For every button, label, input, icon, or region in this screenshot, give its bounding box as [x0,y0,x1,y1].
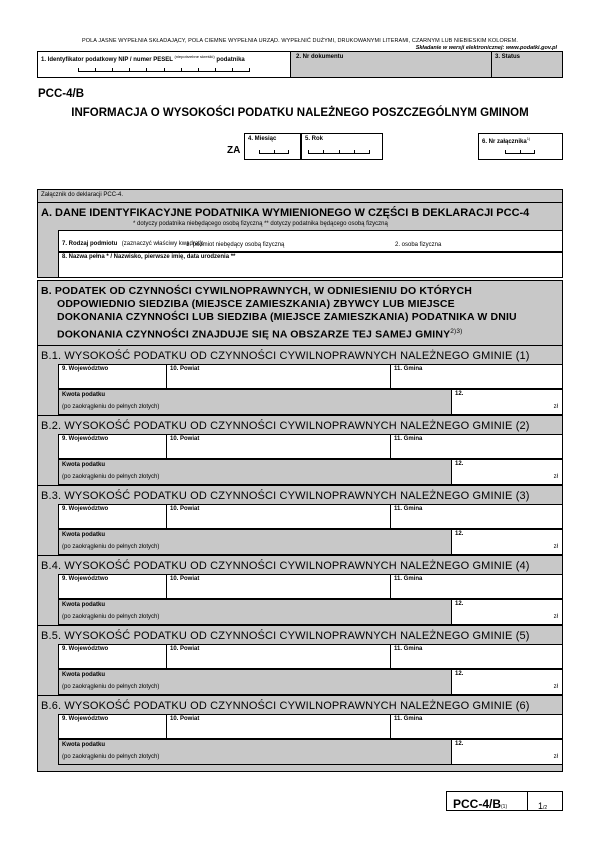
tax-amount-row [58,669,563,695]
full-name-field[interactable] [58,252,563,278]
field8-label: 8. Nazwa pełna * / Nazwisko, pierwsze imię, data urodzenia ** [62,254,236,260]
subsection-title: B.2. WYSOKOŚĆ PODATKU OD CZYNNOŚCI CYWILNOPRAWNYCH NALEŻNEGO GMINIE (2) [41,420,530,432]
county-label: 10. Powiat [170,366,200,372]
section-b-title-line2: ODPOWIEDNIO SIEDZIBA (MIEJSCE ZAMIESZKANIA) ZBYWCY LUB MIEJSCE [57,298,455,311]
county-field[interactable] [167,505,391,528]
document-number-label: 2. Nr dokumentu [296,54,344,60]
tax-amount-field[interactable] [451,670,562,694]
subsection-title: B.1. WYSOKOŚĆ PODATKU OD CZYNNOŚCI CYWILNOPRAWNYCH NALEŻNEGO GMINIE (1) [41,350,530,362]
footer-pages: /2 [543,805,548,811]
subsection-title: B.6. WYSOKOŚĆ PODATKU OD CZYNNOŚCI CYWILNOPRAWNYCH NALEŻNEGO GMINIE (6) [41,700,530,712]
currency-label: zł [553,544,558,550]
location-row [58,504,563,529]
location-row [58,644,563,669]
year-field[interactable] [301,133,383,160]
footer-code-box [446,791,563,811]
status-label: 3. Status [495,54,521,60]
tax-amount-field[interactable] [451,530,562,554]
option-legal-entity[interactable]: 1. podmiot niebędący osobą fizyczną [186,242,285,248]
voivodeship-label: 9. Województwo [62,506,109,512]
tax-amount-hint: (po zaokrągleniu do pełnych złotych) [62,404,160,410]
municipality-field[interactable] [391,365,562,388]
fill-instructions: POLA JASNE WYPEŁNIA SKŁADAJĄCY, POLA CIEMNE WYPEŁNIA URZĄD. WYPEŁNIĆ DUŻYMI, DRUKOWANYMI LITERAMI, CZARNYM LUB NIEBIESKIM KOLOREM. [82,38,518,44]
section-a-title: A. DANE IDENTYFIKACYJNE PODATNIKA WYMIENIONEGO W CZĘŚCI B DEKLARACJI PCC-4 [41,207,530,219]
voivodeship-label: 9. Województwo [62,436,109,442]
tax-amount-label: Kwota podatku [62,742,105,748]
year-label: 5. Rok [305,136,324,142]
county-label: 10. Powiat [170,506,200,512]
header-row [37,51,563,78]
subsection-b4 [38,555,562,625]
municipality-field[interactable] [391,435,562,458]
field1-suffix: podatnika [216,57,245,63]
voivodeship-field[interactable] [59,575,167,598]
attachment-number-field[interactable] [478,133,563,160]
municipality-field[interactable] [391,645,562,668]
currency-label: zł [553,404,558,410]
field1-label: 1. Identyfikator podatkowy NIP / numer PESEL [41,57,173,63]
section-b-title-line4: DOKONANIA CZYNNOŚCI ZNAJDUJE SIĘ NA OBSZARZE TEJ SAMEJ GMINY [57,328,451,341]
month-label: 4. Miesiąc [248,136,277,142]
voivodeship-label: 9. Województwo [62,576,109,582]
page-title: INFORMACJA O WYSOKOŚCI PODATKU NALEŻNEGO POSZCZEGÓLNYM GMINOM [71,107,529,119]
municipality-field[interactable] [391,505,562,528]
tax-amount-field[interactable] [451,600,562,624]
section-b-title-line1: B. PODATEK OD CZYNNOŚCI CYWILNOPRAWNYCH, W ODNIESIENIU DO KTÓRYCH [41,285,472,297]
electronic-filing-note: Składanie w wersji elektronicznej: www.podatki.gov.pl [415,45,557,51]
currency-label: zł [553,474,558,480]
county-label: 10. Powiat [170,436,200,442]
subsection-title: B.3. WYSOKOŚĆ PODATKU OD CZYNNOŚCI CYWILNOPRAWNYCH NALEŻNEGO GMINIE (3) [41,490,530,502]
field12-label: 12. [455,741,464,747]
municipality-label: 11. Gmina [394,576,423,582]
municipality-label: 11. Gmina [394,506,423,512]
currency-label: zł [553,614,558,620]
field12-label: 12. [455,391,464,397]
county-label: 10. Powiat [170,576,200,582]
tax-amount-label: Kwota podatku [62,462,105,468]
field12-label: 12. [455,461,464,467]
attachment-number-sup: 1) [526,136,531,141]
voivodeship-field[interactable] [59,505,167,528]
tax-amount-row [58,599,563,625]
subsection-b3 [38,485,562,555]
subsection-b6 [38,695,562,765]
section-b [37,280,563,772]
field7-label: 7. Rodzaj podmiotu [62,241,118,247]
voivodeship-label: 9. Województwo [62,646,109,652]
subsection-b5 [38,625,562,695]
tax-amount-row [58,739,563,765]
option-natural-person[interactable]: 2. osoba fizyczna [395,242,442,248]
tax-amount-row [58,389,563,415]
voivodeship-label: 9. Województwo [62,716,109,722]
footer-page: 1 [538,801,544,811]
municipality-field[interactable] [391,575,562,598]
location-row [58,434,563,459]
subsection-b1 [38,345,562,415]
footer-form-code: PCC-4/B [453,797,502,811]
voivodeship-label: 9. Województwo [62,366,109,372]
voivodeship-field[interactable] [59,365,167,388]
currency-label: zł [553,684,558,690]
field7-hint: (zaznaczyć właściwy kwadrat): [121,241,204,247]
county-label: 10. Powiat [170,716,200,722]
county-field[interactable] [167,575,391,598]
tax-amount-row [58,459,563,485]
section-a [37,189,563,278]
attachment-note: Załącznik do deklaracji PCC-4. [41,192,124,198]
municipality-label: 11. Gmina [394,436,423,442]
tax-amount-hint: (po zaokrągleniu do pełnych złotych) [62,474,160,480]
tax-amount-label: Kwota podatku [62,532,105,538]
month-field[interactable] [244,133,301,160]
tax-amount-hint: (po zaokrągleniu do pełnych złotych) [62,684,160,690]
tax-amount-hint: (po zaokrągleniu do pełnych złotych) [62,754,160,760]
tax-amount-field[interactable] [451,740,562,764]
form-code: PCC-4/B [38,88,85,100]
voivodeship-field[interactable] [59,435,167,458]
tax-amount-label: Kwota podatku [62,602,105,608]
municipality-label: 11. Gmina [394,716,423,722]
za-label: ZA [227,145,241,156]
field1-sup: (niepotrzebne skreślić) [174,54,215,59]
footer-version: (1) [501,804,508,810]
municipality-label: 11. Gmina [394,646,423,652]
county-field[interactable] [167,435,391,458]
municipality-label: 11. Gmina [394,366,423,372]
county-field[interactable] [167,365,391,388]
tax-amount-label: Kwota podatku [62,392,105,398]
location-row [58,714,563,739]
field12-label: 12. [455,671,464,677]
attachment-number-label: 6. Nr załącznika [482,139,527,145]
field12-label: 12. [455,531,464,537]
location-row [58,574,563,599]
tax-amount-row [58,529,563,555]
section-a-footnote: * dotyczy podatnika niebędącego osobą fizyczną ** dotyczy podatnika będącego osobą fizyczną [133,221,388,227]
field12-label: 12. [455,601,464,607]
tax-amount-label: Kwota podatku [62,672,105,678]
tax-amount-hint: (po zaokrągleniu do pełnych złotych) [62,544,160,550]
subsection-title: B.4. WYSOKOŚĆ PODATKU OD CZYNNOŚCI CYWILNOPRAWNYCH NALEŻNEGO GMINIE (4) [41,560,530,572]
county-field[interactable] [167,645,391,668]
tax-amount-field[interactable] [451,460,562,484]
subsection-b2 [38,415,562,485]
currency-label: zł [553,754,558,760]
tax-amount-field[interactable] [451,390,562,414]
county-field[interactable] [167,715,391,738]
section-b-title-line3: DOKONANIA CZYNNOŚCI LUB SIEDZIBA (MIEJSCE ZAMIESZKANIA) PODATNIKA W DNIU [57,311,517,324]
voivodeship-field[interactable] [59,715,167,738]
entity-type-field[interactable] [58,230,563,252]
county-label: 10. Powiat [170,646,200,652]
taxpayer-id-field[interactable] [38,52,291,77]
id-boxes [78,68,250,72]
location-row [58,364,563,389]
section-b-title [41,285,517,341]
section-b-title-sup: 2)3) [450,327,463,335]
voivodeship-field[interactable] [59,645,167,668]
tax-amount-hint: (po zaokrągleniu do pełnych złotych) [62,614,160,620]
subsection-title: B.5. WYSOKOŚĆ PODATKU OD CZYNNOŚCI CYWILNOPRAWNYCH NALEŻNEGO GMINIE (5) [41,630,530,642]
municipality-field[interactable] [391,715,562,738]
